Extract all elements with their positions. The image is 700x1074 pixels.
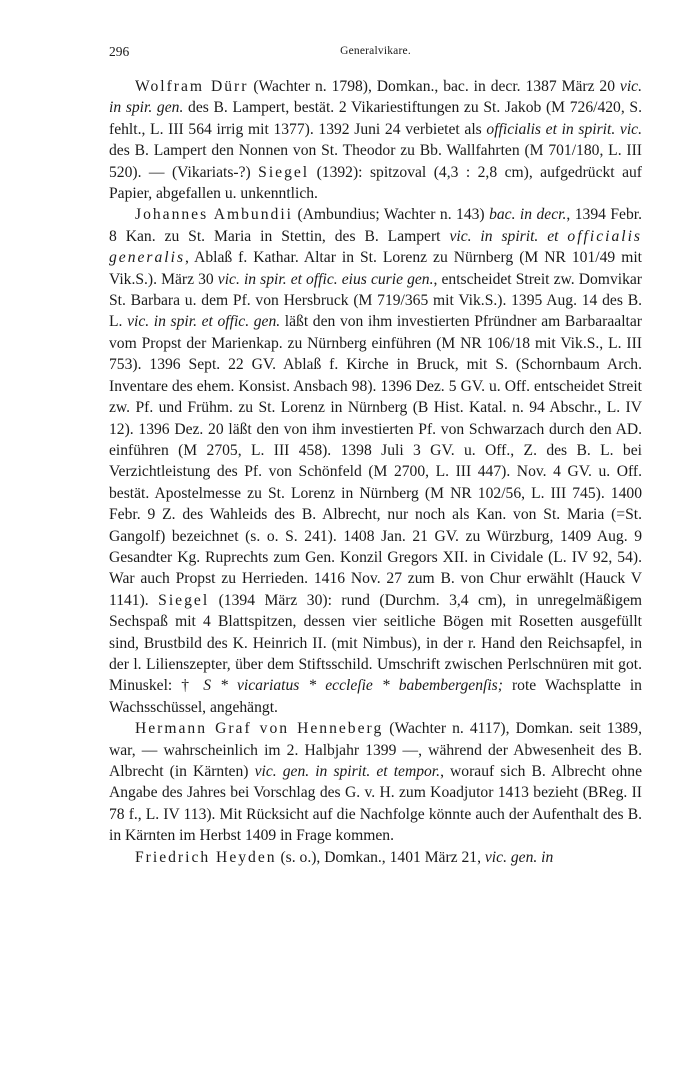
text-segment: (Ambundius; Wachter n. 143) xyxy=(293,206,490,224)
text-segment: rote Wachsplatte in Wachsschüssel, angehängt. xyxy=(109,677,642,716)
page-number: 296 xyxy=(109,44,130,59)
text-segment: vic. in spirit. et xyxy=(449,227,568,245)
text-segment: , Ablaß f. Kathar. Altar in St. Lorenz zu Nürnberg (M NR 101/49 mit Vik.S.). März 30 xyxy=(109,249,642,288)
text-segment: Wolfram Dürr xyxy=(135,78,249,95)
text-segment: vic. in spir. et offic. eius curie gen. xyxy=(217,270,434,288)
text-segment: vic. in spir. et offic. gen. xyxy=(127,313,281,331)
text-segment: (1392): spitzoval (4,3 : 2,8 cm), aufgedrückt auf Papier, abgefallen u. unkenntlich. xyxy=(109,163,642,203)
text-segment: Hermann Graf von Henneberg xyxy=(135,720,384,738)
page-header xyxy=(109,44,642,68)
text-segment: , entscheidet Streit zw. Domvikar St. Barbara u. dem Pf. von Hersbruck (M 719/365 mit Vik.S.). 1395 Aug. 14 des B. L. xyxy=(109,270,642,331)
text-segment: (Wachter n. 1798), Domkan., bac. in decr. 1387 März 20 xyxy=(248,78,620,95)
running-head: Generalvikare. xyxy=(340,45,411,57)
body-text xyxy=(109,76,642,868)
text-segment: vic. gen. in xyxy=(484,848,554,866)
text-segment: , 1394 Febr. 8 Kan. zu St. Maria in Stettin, des B. Lampert xyxy=(109,206,642,245)
text-segment: vic. gen. in spirit. et tempor. xyxy=(254,763,441,780)
text-segment: Friedrich Heyden xyxy=(135,848,277,866)
entry-paragraph xyxy=(109,847,642,868)
text-segment: Johannes Ambundii xyxy=(135,206,293,224)
entry-paragraph xyxy=(109,76,642,204)
text-segment: des B. Lampert, bestät. 2 Vikariestiftungen zu St. Jakob (M 726/420, S. fehlt., L. III 564 irrig mit 1377). 1392 Juni 24 verbietet als xyxy=(109,99,643,138)
text-segment: bac. in decr. xyxy=(489,206,567,224)
text-segment: (s. o.), Domkan., 1401 März 21, xyxy=(276,848,485,866)
text-segment: (Wachter n. 4117), Domkan. seit 1389, war, — wahrscheinlich im 2. Halbjahr 1399 —, während der Abwesenheit des B. Albrecht (in Kärnten) xyxy=(109,720,642,780)
text-segment: S * vicariatus * eccleſie * babembergenſis; xyxy=(203,677,503,695)
text-segment: officialis generalis xyxy=(109,227,642,267)
text-segment: officialis et in spirit. vic. xyxy=(486,120,642,138)
text-segment: vic. in spir. gen. xyxy=(109,78,642,117)
text-segment: (1394 März 30): rund (Durchm. 3,4 cm), in unregelmäßigem Sechspaß mit 4 Blattspitzen, dessen vier seitliche Bögen mit Rosetten ausgefüllt sind, Brustbild des K. Heinrich II. (mit Nimbus), in der r. Hand den Reichsapfel, in der l. Lilienszepter, über dem Stiftsschild. Umschrift zwischen Perlschnüren mit got. Minuskel: † xyxy=(109,591,642,695)
page xyxy=(109,44,642,868)
text-segment: des B. Lampert den Nonnen von St. Theodor zu Bb. Wallfahrten (M 701/180, L. III 520). — (Vikariats-?) xyxy=(109,142,642,181)
entry-paragraph xyxy=(109,204,642,718)
text-segment: , worauf sich B. Albrecht ohne Angabe des Jahres bei Vorschlag des G. v. H. zum Koadjutor 1413 bezieht (BReg. II 78 f., L. IV 113). Mit Rücksicht auf die Nachfolge könnte auch der Aufenthalt des B. in Kärnten im Herbst 1409 in Frage kommen. xyxy=(109,763,642,845)
text-segment: Siegel xyxy=(258,163,310,181)
text-segment: Siegel xyxy=(158,591,210,609)
entry-paragraph xyxy=(109,718,642,846)
text-segment: läßt den von ihm investierten Pfründner am Barbaraaltar vom Propst der Marienkap. zu Nürnberg einführen (M NR 106/18 mit Vik.S., L. III 753). 1396 Sept. 22 GV. Ablaß f. Kirche in Bruck, mit S. (Schornbaum Arch. Inventare des ehem. Konsist. Ansbach 98). 1396 Dez. 5 GV. u. Off. entscheidet Streit zw. Pf. und Frühm. zu St. Lorenz in Nürnberg (B Hist. Katal. n. 94 Abschr., L. IV 12). 1396 Dez. 20 läßt den von ihm investierten Pf. von Schwarzach durch den AD. einführen (M 2705, L. III 458). 1398 Juli 3 GV. u. Off., Z. des B. L. bei Verzichtleistung des Pf. von Schönfeld (M 2700, L. III 447). Nov. 4 GV. u. Off. bestät. Apostelmesse zu St. Lorenz in Nürnberg (M NR 102/56, L. III 745). 1400 Febr. 9 Z. des Wahleids des B. Albrecht, nur noch als Kan. von St. Maria (=St. Gangolf) bezeichnet (s. o. S. 241). 1408 Jan. 21 GV. zu Würzburg, 1409 Aug. 9 Gesandter Kg. Ruprechts zum Gen. Konzil Gregors XII. in Cividale (L. IV 92, 54). War auch Propst zu Herrieden. 1416 Nov. 27 zum B. von Chur erwählt (Hauck V 1141). xyxy=(109,313,642,609)
